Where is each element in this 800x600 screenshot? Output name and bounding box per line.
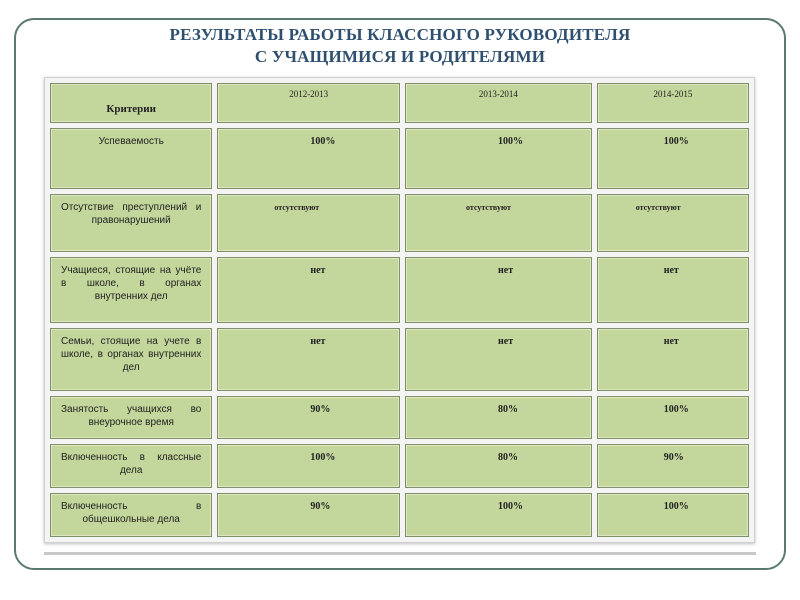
value-cell: нет	[405, 257, 592, 323]
title-line-2: С УЧАЩИМИСЯ И РОДИТЕЛЯМИ	[254, 47, 546, 66]
header-year-2012-2013: 2012-2013	[217, 83, 400, 123]
slide-title	[0, 24, 800, 68]
criterion-cell: Успеваемость	[50, 128, 212, 189]
value-cell: 90%	[217, 493, 400, 537]
value-cell: 100%	[405, 128, 592, 189]
value-cell: 100%	[597, 396, 749, 439]
criterion-cell: Семьи, стоящие на учете в школе, в органах внутренних дел	[50, 328, 212, 391]
value-cell: нет	[597, 257, 749, 323]
value-cell: нет	[217, 257, 400, 323]
value-cell: 100%	[597, 128, 749, 189]
header-year-2014-2015: 2014-2015	[597, 83, 749, 123]
title-line-1: РЕЗУЛЬТАТЫ РАБОТЫ КЛАССНОГО РУКОВОДИТЕЛЯ	[169, 25, 631, 44]
table-row	[50, 444, 749, 488]
criterion-cell: Включенность в общешкольные дела	[50, 493, 212, 537]
value-cell: 90%	[597, 444, 749, 488]
criterion-cell: Отсутствие преступлений и правонарушений	[50, 194, 212, 252]
value-cell: отсутствуют	[217, 194, 400, 252]
table-row	[50, 493, 749, 537]
criterion-cell: Включенность в классные дела	[50, 444, 212, 488]
value-cell: нет	[597, 328, 749, 391]
table-row	[50, 194, 749, 252]
value-cell: 100%	[597, 493, 749, 537]
value-cell: 90%	[217, 396, 400, 439]
value-cell: 80%	[405, 444, 592, 488]
results-table	[44, 77, 755, 543]
criterion-cell: Учащиеся, стоящие на учёте в школе, в органах внутренних дел	[50, 257, 212, 323]
value-cell: 80%	[405, 396, 592, 439]
table-row	[50, 257, 749, 323]
table-row	[50, 396, 749, 439]
value-cell: нет	[217, 328, 400, 391]
criterion-cell: Занятость учащихся во внеурочное время	[50, 396, 212, 439]
value-cell: нет	[405, 328, 592, 391]
table-shadow	[44, 552, 756, 555]
table-row	[50, 128, 749, 189]
table-row	[50, 328, 749, 391]
header-year-2013-2014: 2013-2014	[405, 83, 592, 123]
value-cell: 100%	[405, 493, 592, 537]
table-header-row	[50, 83, 749, 123]
value-cell: 100%	[217, 444, 400, 488]
header-criteria: Критерии	[50, 83, 212, 123]
value-cell: 100%	[217, 128, 400, 189]
value-cell: отсутствуют	[597, 194, 749, 252]
value-cell: отсутствуют	[405, 194, 592, 252]
